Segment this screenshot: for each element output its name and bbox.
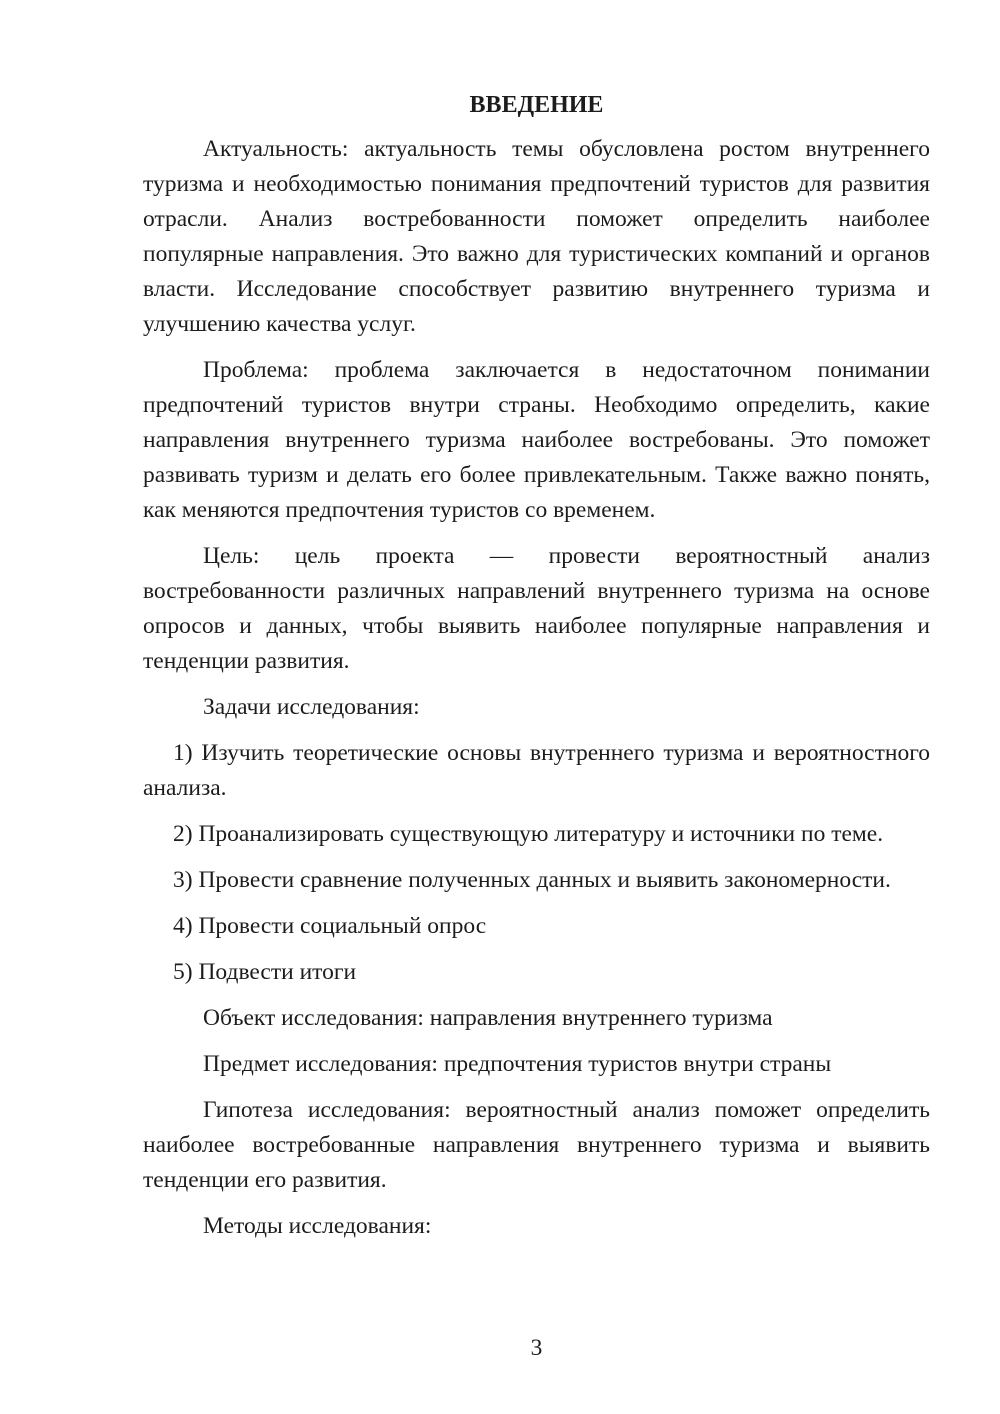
paragraph-predmet: Предмет исследования: предпочтения туристов внутри страны	[203, 1051, 832, 1077]
paragraph-zadachi-heading: Задачи исследования:	[203, 694, 420, 720]
content-area	[143, 88, 930, 1255]
list-item-task-1: 1) Изучить теоретические основы внутреннего туризма и вероятностного анализа.	[143, 740, 930, 801]
paragraph-metody: Методы исследования:	[203, 1213, 432, 1239]
paragraph-aktualnost: Актуальность: актуальность темы обусловлена ростом внутреннего туризма и необходимостью понимания предпочтений туристов для развития отрасли. Анализ востребованности поможет определить наиболее популярные направления. Это важно для туристических компаний и органов власти. Исследование способствует развитию внутреннего туризма и улучшению качества услуг.	[143, 136, 930, 337]
paragraph-tsel: Цель: цель проекта — провести вероятностный анализ востребованности различных направлений внутреннего туризма на основе опросов и данных, чтобы выявить наиболее популярные направления и тенденции развития.	[143, 543, 930, 674]
list-item-task-5: 5) Подвести итоги	[173, 959, 357, 985]
list-item-task-4: 4) Провести социальный опрос	[173, 913, 487, 939]
paragraph-gipoteza: Гипотеза исследования: вероятностный анализ поможет определить наиболее востребованные направления внутреннего туризма и выявить тенденции его развития.	[143, 1097, 930, 1193]
paragraph-obekt: Объект исследования: направления внутреннего туризма	[203, 1005, 773, 1031]
list-item-task-3: 3) Провести сравнение полученных данных и выявить закономерности.	[173, 867, 891, 893]
page-title: ВВЕДЕНИЕ	[469, 92, 604, 118]
paragraph-problema: Проблема: проблема заключается в недостаточном понимании предпочтений туристов внутри страны. Необходимо определить, какие направления внутреннего туризма наиболее востребованы. Это поможет развивать туризм и делать его более привлекательным. Также важно понять, как меняются предпочтения туристов со временем.	[143, 357, 930, 523]
page-number: 3	[530, 1335, 543, 1361]
list-item-task-2: 2) Проанализировать существующую литературу и источники по теме.	[173, 821, 884, 847]
